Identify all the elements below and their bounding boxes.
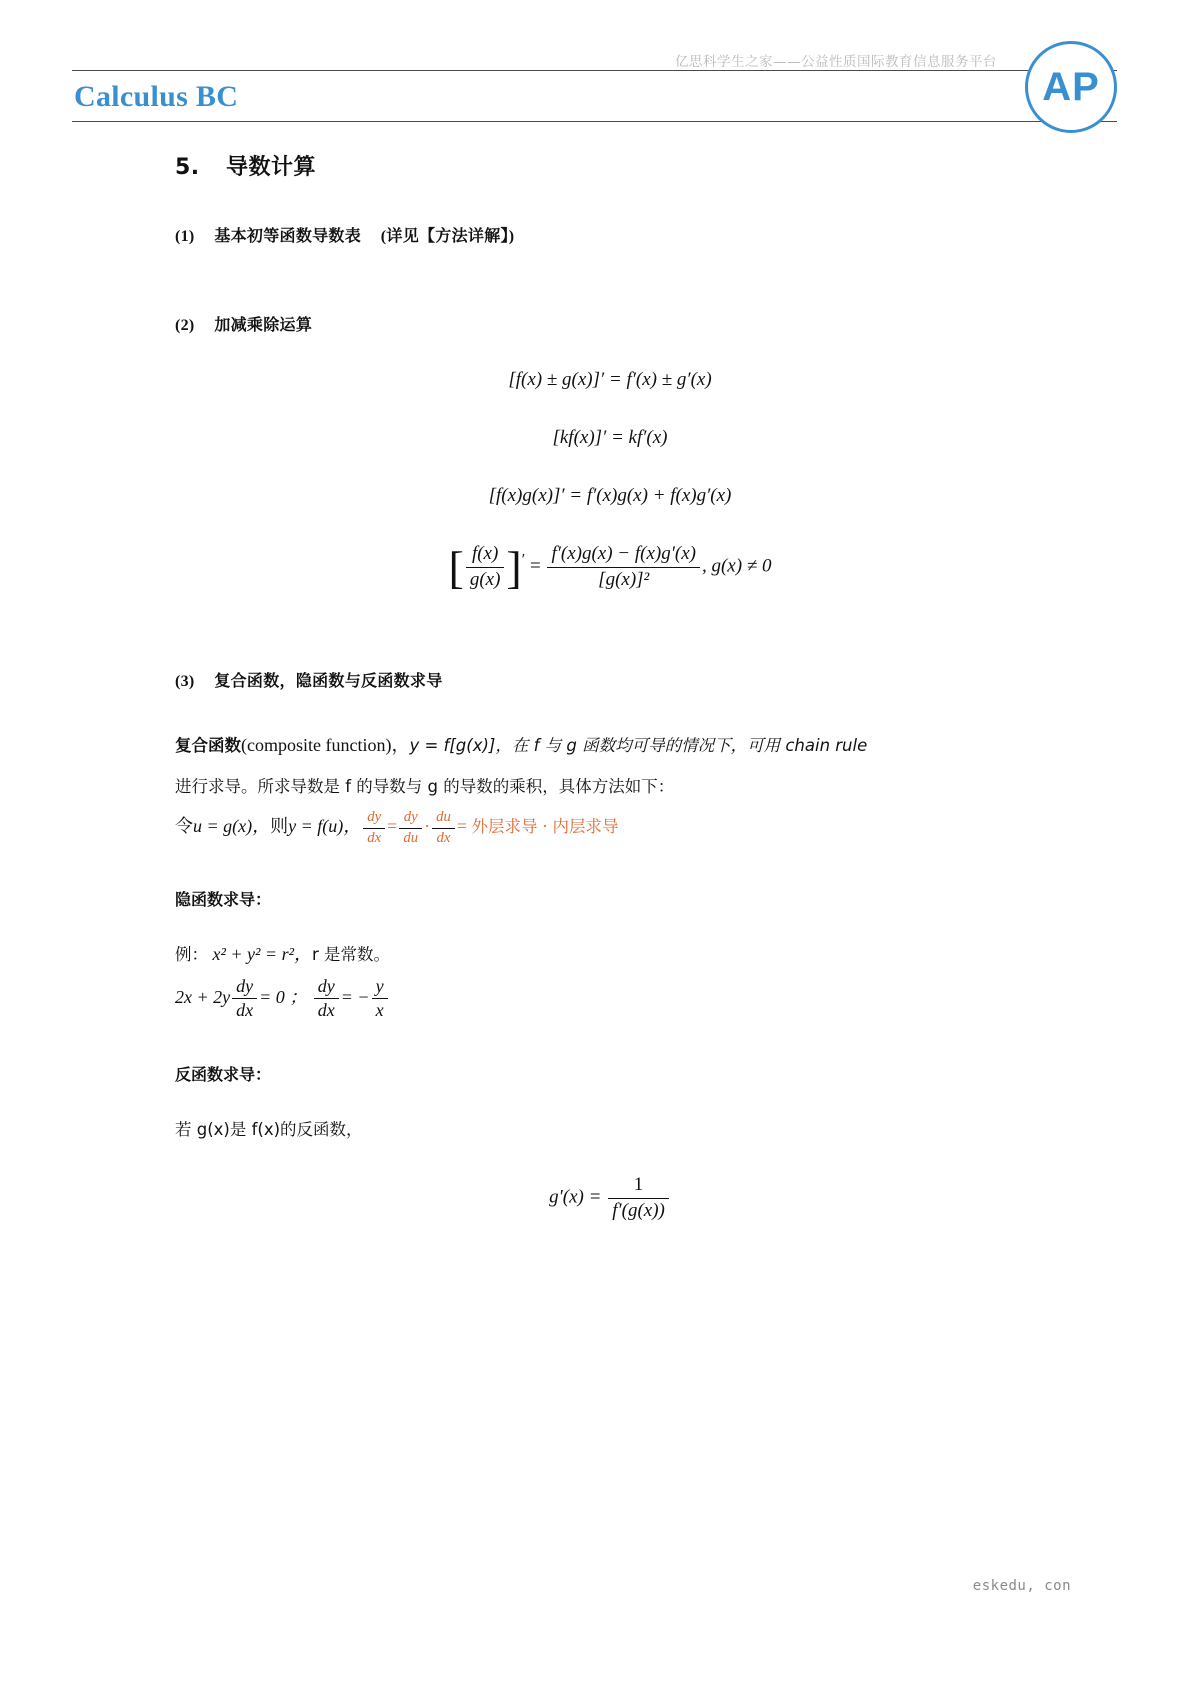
subsection-1-heading [175, 223, 1045, 246]
equation-constant-rule: [kf(x)]′ = kf′(x) [552, 427, 668, 448]
equation-product-rule: [f(x)g(x)]′ = f′(x)g(x) + f(x)g′(x) [488, 485, 732, 506]
inverse-denominator: f′(g(x)) [612, 1200, 665, 1222]
implicit-example-note: r 是常数。 [311, 945, 390, 965]
watermark-text: 亿思科学生之家——公益性质国际教育信息服务平台 [675, 54, 997, 70]
then-cn: 则 [270, 816, 289, 837]
composite-line2: 进行求导。所求导数是 f 的导数与 g 的导数的乘积，具体方法如下： [175, 776, 675, 796]
page-title [175, 150, 1045, 181]
footer-site: eskedu, con [972, 1578, 1071, 1594]
then-y: y = f(u)， [288, 816, 362, 837]
composite-bold-term: 复合函数 [175, 735, 241, 755]
implicit-dx-1: dx [236, 1000, 254, 1021]
quotient-rhs-denominator: [g(x)]² [598, 568, 650, 590]
chain-dydx [363, 809, 385, 847]
let-u: u = g(x)， [193, 816, 271, 837]
left-bracket-icon: [ [448, 541, 464, 593]
implicit-example-label: 例： [175, 945, 208, 965]
composite-paragraph-line1 [175, 725, 1045, 766]
let-prefix: 令 [175, 816, 193, 837]
ap-badge [1025, 41, 1117, 133]
page-header [72, 46, 1117, 130]
inverse-statement [175, 1109, 1045, 1150]
quotient-lhs-denominator: g(x) [469, 568, 501, 590]
header-rule-top [72, 70, 1117, 71]
chain-equals-2: = [456, 816, 467, 837]
chain-dudx [432, 809, 455, 847]
subsection-2-number: (2) [175, 317, 195, 334]
quotient-lhs-fraction [466, 543, 505, 592]
implicit-work-line [175, 976, 1045, 1022]
implicit-dy-2: dy [314, 976, 339, 1000]
equation-sum-rule: [f(x) ± g(x)]′ = f′(x) ± g′(x) [508, 369, 712, 390]
chain-inner-label: 内层求导 [552, 817, 619, 837]
implicit-yx-fraction [372, 976, 388, 1022]
implicit-work-c: = − [340, 987, 370, 1008]
quotient-rhs-fraction [547, 543, 700, 592]
inverse-heading: 反函数求导： [175, 1065, 272, 1085]
inverse-statement-text: 若 g(x)是 f(x)的反函数， [175, 1120, 363, 1140]
implicit-y: y [372, 976, 388, 1000]
header-rule-bottom [72, 121, 1117, 122]
chain-dx2: dx [436, 829, 451, 846]
implicit-dydx-1 [232, 976, 257, 1022]
implicit-dx-2: dx [317, 1000, 335, 1021]
chain-outer-label: 外层求导 [471, 817, 538, 837]
chain-rule-line [175, 807, 1045, 847]
composite-paragraph-line2 [175, 766, 1045, 807]
document-body [175, 150, 1045, 1259]
inverse-numerator: 1 [608, 1174, 669, 1199]
subsection-2-title: 加减乘除运算 [214, 315, 313, 334]
implicit-dy-1: dy [232, 976, 257, 1000]
chain-rule-expression [361, 809, 619, 846]
implicit-x: x [375, 1000, 384, 1021]
chain-dy: dy [363, 809, 385, 829]
ap-badge-label: AP [1042, 65, 1100, 109]
course-title: Calculus BC [74, 80, 239, 113]
right-bracket-icon: ] [506, 541, 522, 593]
implicit-example-line [175, 934, 1045, 975]
equals-sign: = [529, 555, 541, 577]
chain-du2: du [432, 809, 455, 829]
equation-inverse-rule [175, 1174, 1045, 1223]
section-number: 5. [175, 155, 200, 180]
implicit-example-equation: x² + y² = r²， [212, 944, 312, 965]
chain-middot: · [541, 816, 548, 837]
subsection-2-heading [175, 312, 1045, 335]
subsection-3-heading [175, 668, 1045, 691]
subsection-1-title: 基本初等函数导数表 [214, 226, 362, 245]
implicit-work-a: 2x + 2y [175, 987, 231, 1008]
inverse-fraction [608, 1174, 669, 1223]
chain-dot: · [424, 816, 431, 837]
subsection-3-number: (3) [175, 672, 195, 690]
chain-dydu [399, 809, 422, 847]
implicit-dydx-2 [314, 976, 339, 1022]
implicit-heading: 隐函数求导： [175, 890, 272, 910]
subsection-3-title: 复合函数，隐函数与反函数求导 [214, 670, 443, 690]
chain-dy2: dy [399, 809, 422, 829]
inverse-lhs: g′(x) = [549, 1187, 602, 1209]
prime-symbol: ′ [521, 551, 526, 569]
equation-quotient-rule [175, 543, 1045, 592]
section-title: 导数计算 [226, 155, 317, 180]
subsection-1-number: (1) [175, 228, 195, 245]
chain-du: du [403, 829, 419, 846]
composite-line1-rest: y = f[g(x)]，在 f 与 g 函数均可导的情况下，可用 chain rule [409, 735, 868, 755]
quotient-lhs-numerator: f(x) [466, 543, 505, 568]
composite-paren-en: (composite function)， [241, 734, 410, 755]
chain-dx: dx [367, 829, 382, 846]
quotient-rhs-numerator: f′(x)g(x) − f(x)g′(x) [547, 543, 700, 568]
implicit-work-b: = 0 ； [259, 987, 308, 1008]
subsection-1-note: (详见【方法详解】) [380, 228, 515, 245]
quotient-condition: , g(x) ≠ 0 [701, 555, 772, 577]
chain-equals-1: = [387, 816, 398, 837]
